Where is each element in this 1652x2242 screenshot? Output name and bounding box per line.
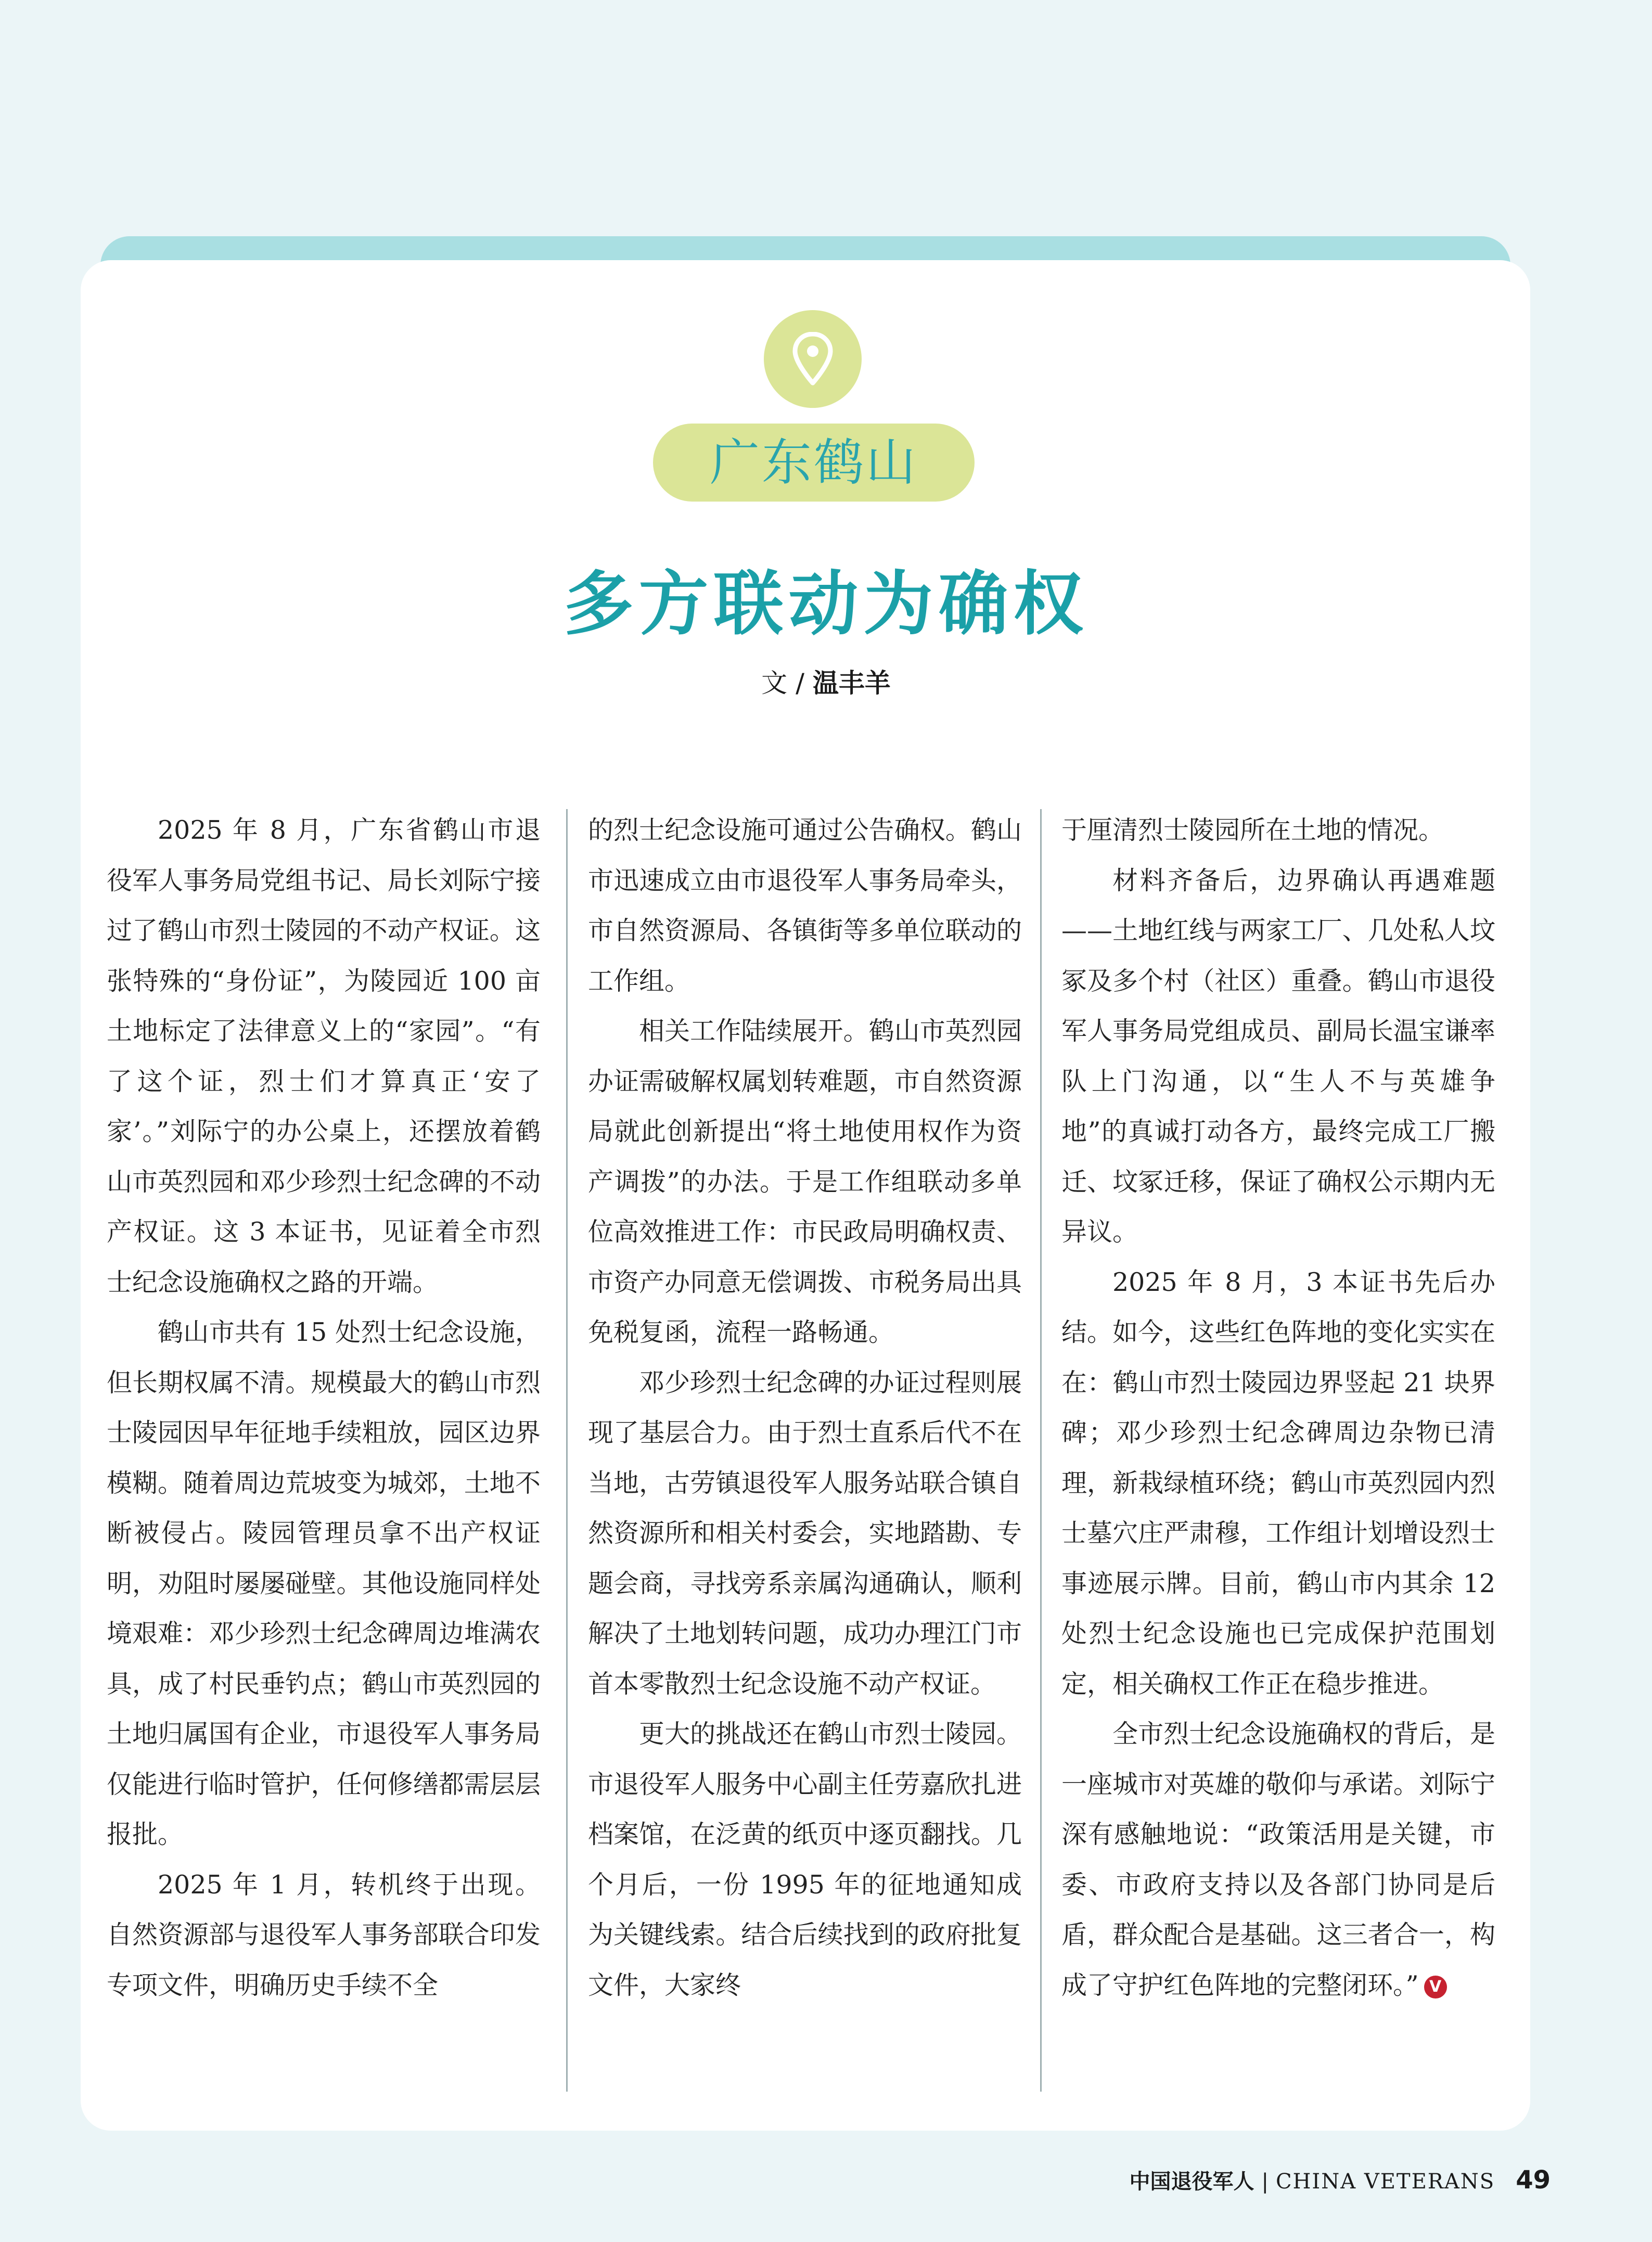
paragraph: 的烈士纪念设施可通过公告确权。鹤山市迅速成立由市退役军人事务局牵头，市自然资源局、各镇街等多单位联动的工作组。 (588, 815, 1022, 996)
paragraph: 2025 年 8 月，广东省鹤山市退役军人事务局党组书记、局长刘际宁接过了鹤山市烈士陵园的不动产权证。这张特殊的“身份证”，为陵园近 100 亩土地标定了法律意义上的“家园”。“有了这个证，烈士们才算真正‘安了家’。”刘际宁的办公桌上，还摆放着鹤山市英烈园和邓少珍烈士纪念碑的不动产权证。这 3 本证书，见证着全市烈士纪念设施确权之路的开端。 (107, 815, 541, 1297)
paragraph-text: 全市烈士纪念设施确权的背后，是一座城市对英雄的敬仰与承诺。刘际宁深有感触地说：“政策活用是关键，市委、市政府支持以及各部门协同是后盾，群众配合是基础。这三者合一，构成了守护红色阵地的完整闭环。” (1061, 1719, 1495, 2000)
paragraph: 鹤山市共有 15 处烈士纪念设施，但长期权属不清。规模最大的鹤山市烈士陵园因早年征地手续粗放，园区边界模糊。随着周边荒坡变为城郊，土地不断被侵占。陵园管理员拿不出产权证明，劝阻时屡屡碰壁。其他设施同样处境艰难：邓少珍烈士纪念碑周边堆满农具，成了村民垂钓点；鹤山市英烈园的土地归属国有企业，市退役军人事务局仅能进行临时管护，任何修缮都需层层报批。 (107, 1317, 541, 1849)
region-label: 广东鹤山 (653, 424, 975, 502)
magazine-name-en: CHINA VETERANS (1275, 2170, 1495, 2194)
byline (0, 665, 1652, 701)
byline-author: 温丰羊 (812, 668, 891, 698)
paragraph: 材料齐备后，边界确认再遇难题——土地红线与两家工厂、几处私人坟冢及多个村（社区）重叠。鹤山市退役军人事务局党组成员、副局长温宝谦率队上门沟通，以“生人不与英雄争地”的真诚打动各方，最终完成工厂搬迁、坟冢迁移，保证了确权公示期内无异议。 (1061, 865, 1495, 1247)
magazine-name-cn: 中国退役军人 (1129, 2170, 1254, 2194)
paragraph: 2025 年 8 月，3 本证书先后办结。如今，这些红色阵地的变化实实在在：鹤山市烈士陵园边界竖起 21 块界碑；邓少珍烈士纪念碑周边杂物已清理，新栽绿植环绕；鹤山市英烈园内烈士墓穴庄严肃穆，工作组计划增设烈士事迹展示牌。目前，鹤山市内其余 12 处烈士纪念设施也已完成保护范围划定，相关确权工作正在稳步推进。 (1061, 1267, 1495, 1699)
column-divider (1040, 809, 1042, 2092)
paragraph: 2025 年 1 月，转机终于出现。自然资源部与退役军人事务部联合印发专项文件，明确历史手续不全 (107, 1869, 541, 2000)
article-column-2 (588, 805, 1022, 2010)
article-title: 多方联动为确权 (564, 562, 1088, 645)
veterans-end-mark-icon: V (1424, 1976, 1447, 1998)
paragraph: 邓少珍烈士纪念碑的办证过程则展现了基层合力。由于烈士直系后代不在当地，古劳镇退役军人服务站联合镇自然资源所和相关村委会，实地踏勘、专题会商，寻找旁系亲属沟通确认，顺利解决了土地划转问题，成功办理江门市首本零散烈士纪念设施不动产权证。 (588, 1367, 1022, 1699)
paragraph-final (1061, 1709, 1495, 2010)
article-column-1 (107, 805, 541, 2010)
column-divider (566, 809, 568, 2092)
byline-prefix: 文 / (761, 668, 813, 698)
footer-separator: | (1261, 2170, 1269, 2194)
paragraph: 相关工作陆续展开。鹤山市英烈园办证需破解权属划转难题，市自然资源局就此创新提出“将土地使用权作为资产调拨”的办法。于是工作组联动多单位高效推进工作：市民政局明确权责、市资产办同意无偿调拨、市税务局出具免税复函，流程一路畅通。 (588, 1016, 1022, 1347)
article-column-3 (1061, 805, 1495, 2010)
paragraph: 于厘清烈士陵园所在土地的情况。 (1061, 815, 1444, 845)
page-footer (1129, 2164, 1551, 2197)
location-pin-icon (764, 310, 862, 408)
paragraph: 更大的挑战还在鹤山市烈士陵园。市退役军人服务中心副主任劳嘉欣扎进档案馆，在泛黄的纸页中逐页翻找。几个月后，一份 1995 年的征地通知成为关键线索。结合后续找到的政府批复文件，大家终 (588, 1719, 1022, 2000)
page-number: 49 (1516, 2166, 1551, 2195)
